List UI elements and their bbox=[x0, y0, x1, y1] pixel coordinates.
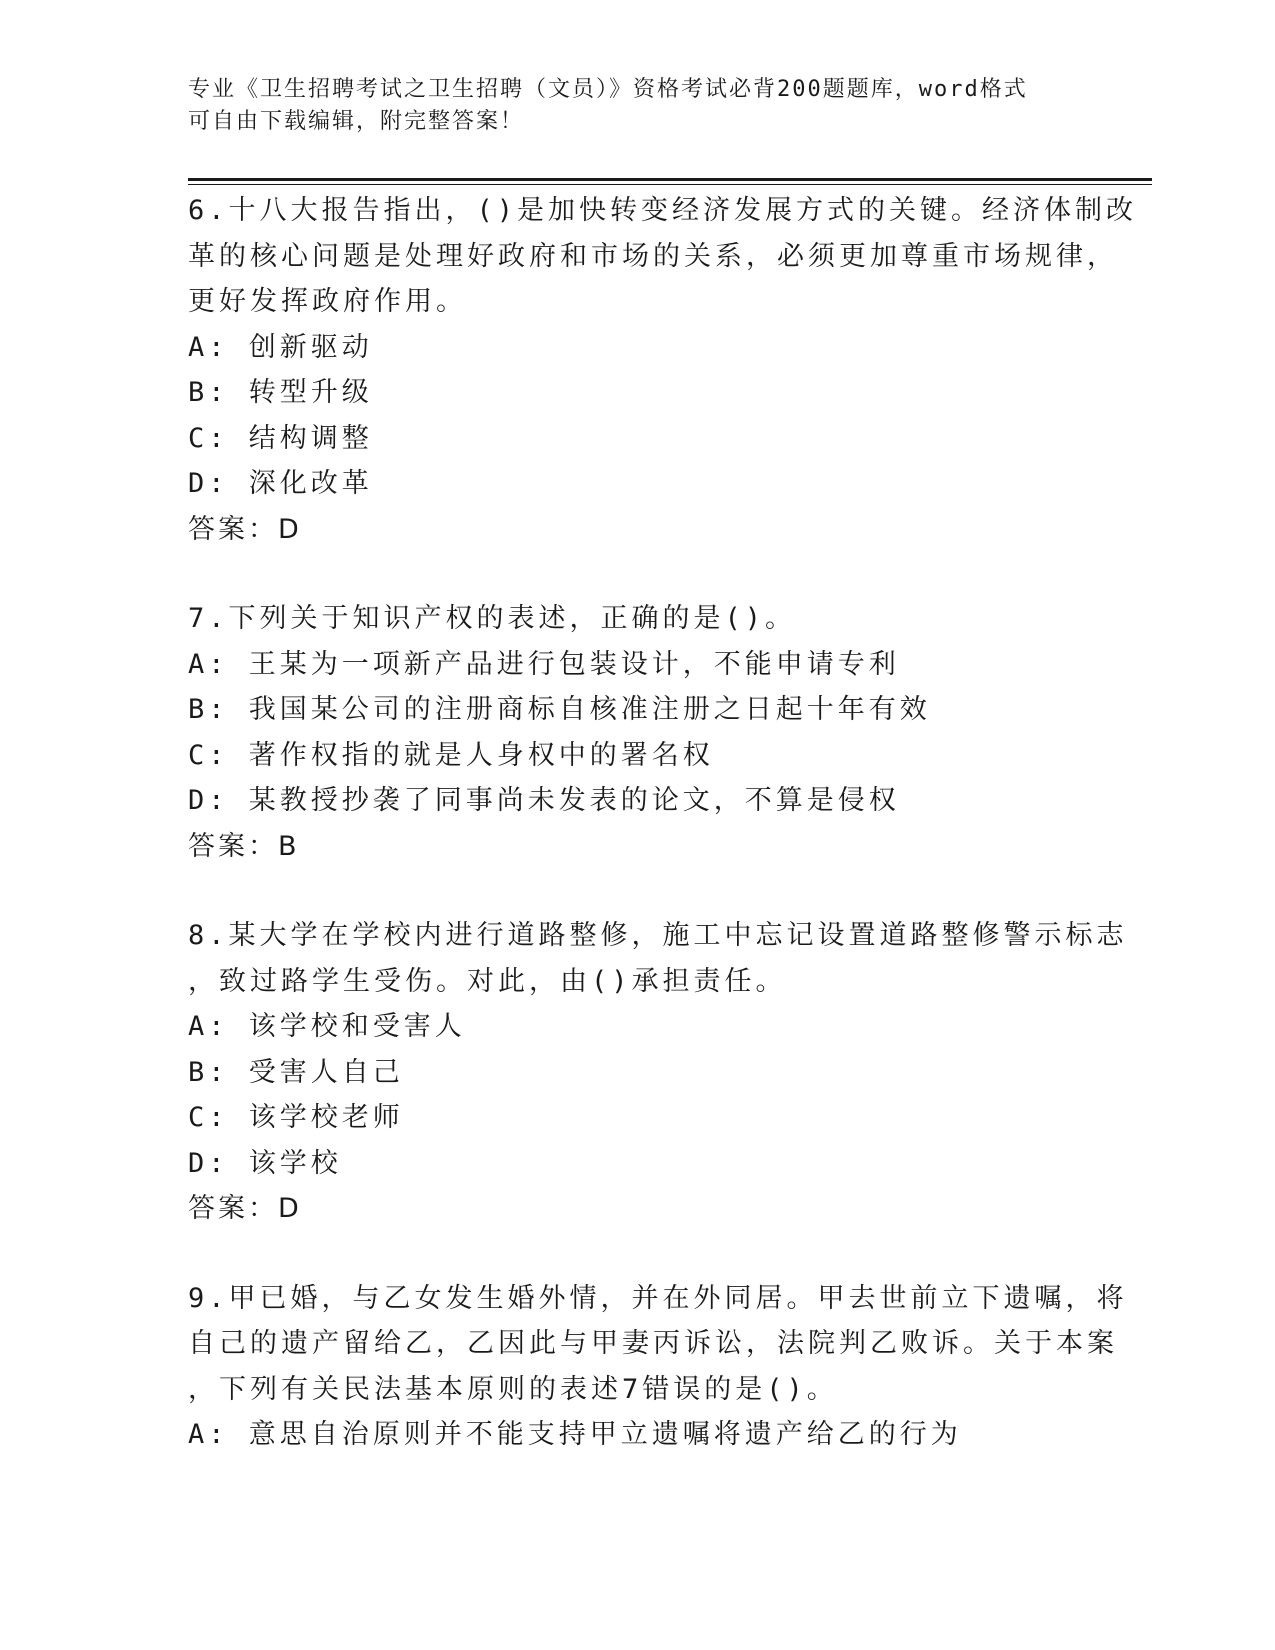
header-divider-thick bbox=[188, 178, 1152, 181]
question-list bbox=[188, 188, 1138, 1502]
question-9 bbox=[188, 1276, 1128, 1458]
document-header bbox=[188, 74, 1088, 138]
option-d: D: 某教授抄袭了同事尚未发表的论文，不算是侵权 bbox=[188, 785, 900, 816]
option-c: C: 著作权指的就是人身权中的署名权 bbox=[188, 739, 714, 771]
option-c: C: 该学校老师 bbox=[188, 1102, 404, 1133]
header-line-2: 可自由下载编辑，附完整答案！ bbox=[188, 109, 525, 134]
question-text-line: 革的核心问题是处理好政府和市场的关系，必须更加尊重市场规律， bbox=[188, 240, 1118, 272]
question-text-line: 9.甲已婚，与乙女发生婚外情，并在外同居。甲去世前立下遗嘱，将 bbox=[188, 1282, 1128, 1314]
answer-line: 答案：D bbox=[188, 1193, 302, 1224]
answer-line: 答案：B bbox=[188, 830, 300, 862]
option-c: C: 结构调整 bbox=[188, 422, 373, 454]
option-a: A: 王某为一项新产品进行包装设计，不能申请专利 bbox=[188, 648, 900, 680]
question-text-line: 自己的遗产留给乙，乙因此与甲妻丙诉讼，法院判乙败诉。关于本案 bbox=[188, 1328, 1118, 1359]
option-a: A: 创新驱动 bbox=[188, 331, 373, 363]
question-text-line: ，下列有关民法基本原则的表述7错误的是()。 bbox=[188, 1373, 838, 1405]
header-divider-thin bbox=[188, 184, 1152, 185]
option-d: D: 该学校 bbox=[188, 1147, 342, 1179]
question-text-line: ，致过路学生受伤。对此，由()承担责任。 bbox=[188, 965, 787, 997]
option-a: A: 意思自治原则并不能支持甲立遗嘱将遗产给乙的行为 bbox=[188, 1419, 962, 1450]
question-7 bbox=[188, 596, 1088, 869]
answer-line: 答案：D bbox=[188, 513, 302, 545]
question-text-line: 6.十八大报告指出，()是加快转变经济发展方式的关键。经济体制改 bbox=[188, 195, 1138, 226]
option-b: B: 受害人自己 bbox=[188, 1056, 404, 1088]
question-6 bbox=[188, 188, 1138, 552]
option-d: D: 深化改革 bbox=[188, 468, 373, 499]
header-line-1: 专业《卫生招聘考试之卫生招聘（文员）》资格考试必背200题题库，word格式 bbox=[188, 77, 1028, 102]
question-text-line: 8.某大学在学校内进行道路整修，施工中忘记设置道路整修警示标志 bbox=[188, 920, 1128, 951]
option-a: A: 该学校和受害人 bbox=[188, 1011, 466, 1042]
question-8 bbox=[188, 913, 1128, 1232]
option-b: B: 转型升级 bbox=[188, 377, 373, 408]
question-text-line: 更好发挥政府作用。 bbox=[188, 286, 467, 317]
question-text-line: 7.下列关于知识产权的表述，正确的是()。 bbox=[188, 603, 797, 634]
option-b: B: 我国某公司的注册商标自核准注册之日起十年有效 bbox=[188, 694, 931, 725]
